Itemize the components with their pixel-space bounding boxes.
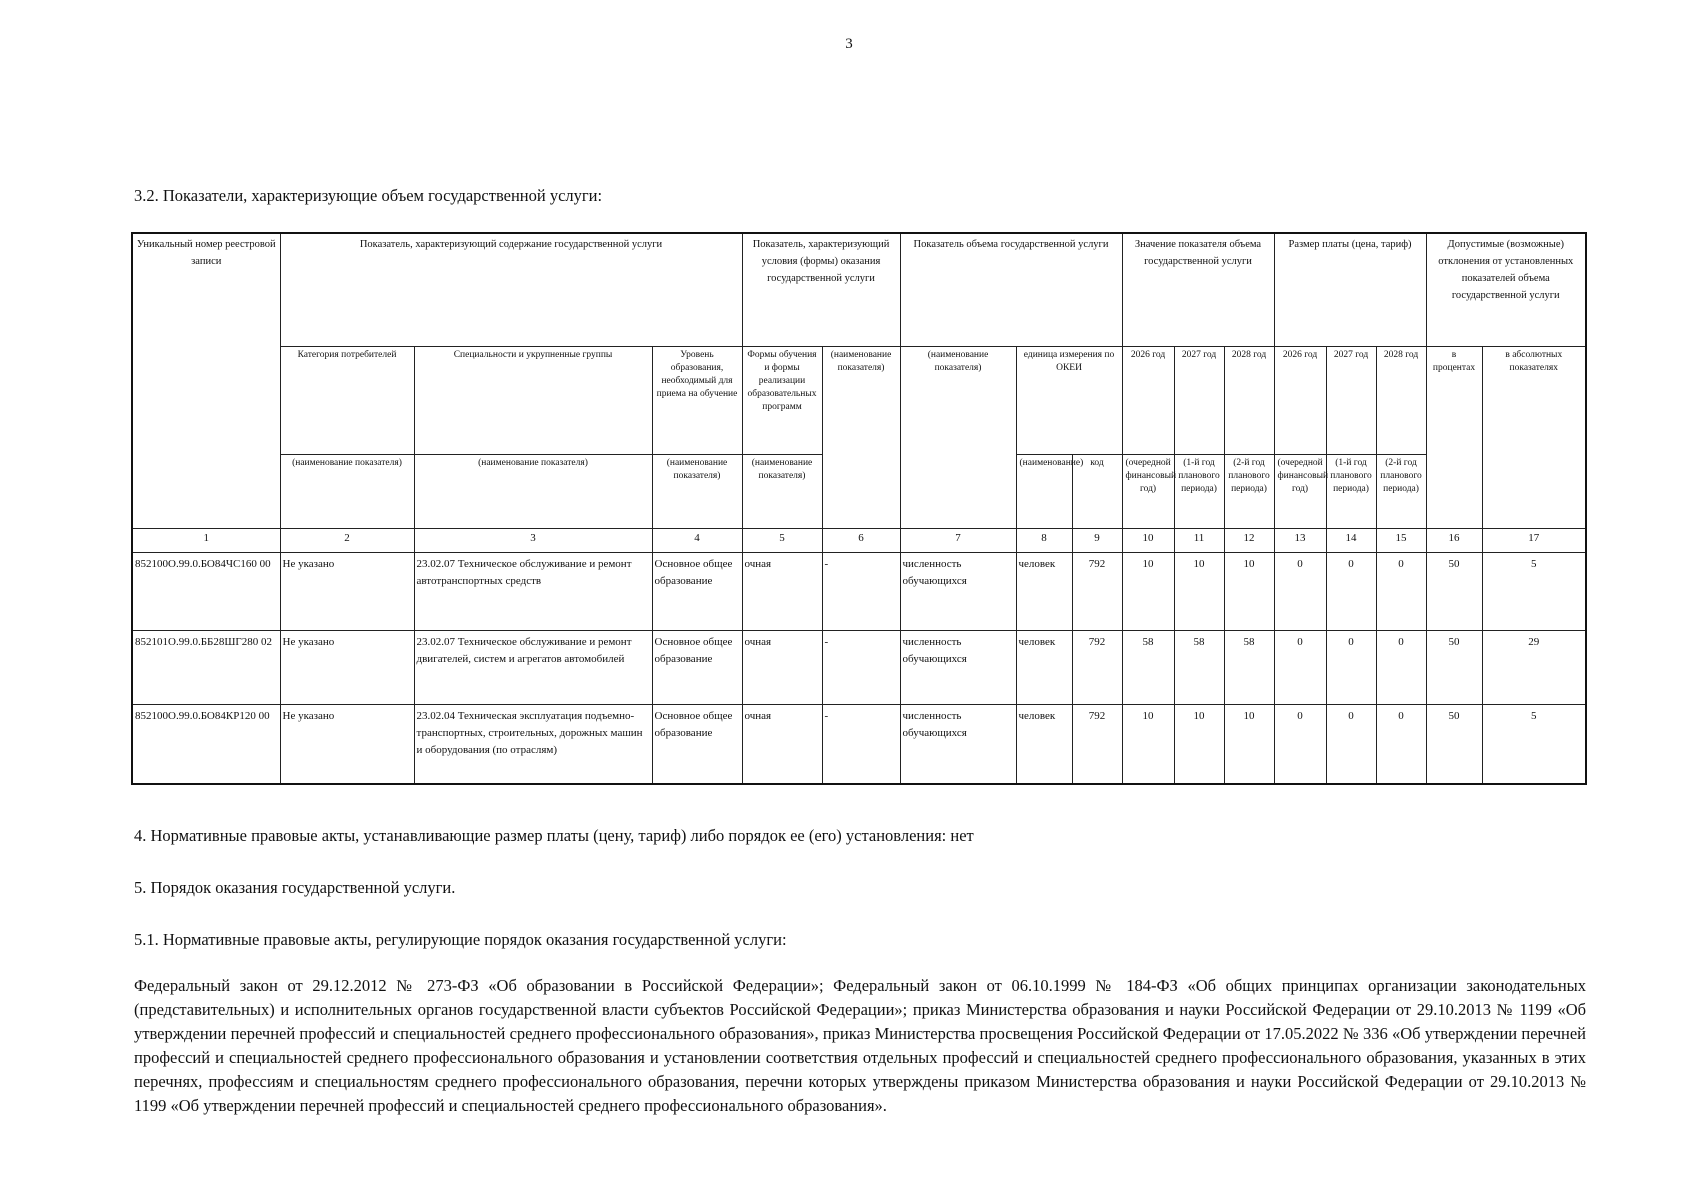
fee-2026: 0: [1274, 552, 1326, 630]
header-conditions-indicator: Показатель, характеризующий условия (формы) оказания государственной услуги: [742, 233, 900, 346]
unit-code: 792: [1072, 552, 1122, 630]
header-value-2027: 2027 год: [1174, 346, 1224, 454]
header-okei-unit: единица измерения по ОКЕИ: [1016, 346, 1122, 454]
value-2027: 10: [1174, 552, 1224, 630]
condition-indicator: -: [822, 552, 900, 630]
header-specialty: Специальности и укрупненные группы: [414, 346, 652, 454]
unit-name: человек: [1016, 704, 1072, 784]
header-absolute: в абсолютных показателях: [1482, 346, 1586, 528]
header-fee-2026: 2026 год: [1274, 346, 1326, 454]
registry-number: 852100О.99.0.БО84ЧС160 00: [132, 552, 280, 630]
header-value-fin-year: (очередной финансовый год): [1122, 454, 1174, 528]
fee-2026: 0: [1274, 704, 1326, 784]
value-2026: 10: [1122, 704, 1174, 784]
fee-2026: 0: [1274, 630, 1326, 704]
legal-acts-paragraph: Федеральный закон от 29.12.2012 № 273-ФЗ «Об образовании в Российской Федерации»; Федеральный закон от 06.10.1999 № 184-ФЗ «Об общих принципах организации законодательных (представительных) и исполнительных органов государственной власти субъектов Российской Федерации»; приказ Министерства образования и науки Российской Федерации от 29.10.2013 № 1199 «Об утверждении перечней профессий и специальностей среднего профессионального образования», приказ Министерства просвещения Российской Федерации от 17.05.2022 № 336 «Об утверждении перечней профессий и специальностей среднего профессионального образования и установлении соответствия отдельных профессий и специальностей среднего профессионального образования, указанных в этих перечнях, профессиям и специальностям среднего профессионального образования, перечни которых утверждены приказом Министерства образования и науки Российской Федерации от 29.10.2013 № 1199 «Об утверждении перечней профессий и специальностей среднего профессионального образования».: [134, 976, 1586, 1115]
column-number: 3: [414, 528, 652, 552]
fee-2027: 0: [1326, 630, 1376, 704]
consumer-category: Не указано: [280, 704, 414, 784]
fee-2027: 0: [1326, 552, 1376, 630]
header-unit-name: (наименование): [1016, 454, 1072, 528]
consumer-category: Не указано: [280, 630, 414, 704]
header-volume-name: (наименование показателя): [900, 346, 1016, 528]
column-number: 1: [132, 528, 280, 552]
header-forms-indicator-name: (наименование показателя): [742, 454, 822, 528]
deviation-percent: 50: [1426, 552, 1482, 630]
education-level: Основное общее образование: [652, 704, 742, 784]
header-unit-code: код: [1072, 454, 1122, 528]
header-indicator-name-6: (наименование показателя): [822, 346, 900, 528]
header-education-level: Уровень образования, необходимый для приема на обучение: [652, 346, 742, 454]
column-number-row: [132, 528, 1586, 552]
table-row: [132, 630, 1586, 704]
column-number: 13: [1274, 528, 1326, 552]
value-2026: 58: [1122, 630, 1174, 704]
header-fee-2028: 2028 год: [1376, 346, 1426, 454]
registry-number: 852101О.99.0.ББ28ШГ280 02: [132, 630, 280, 704]
column-number: 8: [1016, 528, 1072, 552]
volume-indicator-name: численность обучающихся: [900, 552, 1016, 630]
unit-code: 792: [1072, 630, 1122, 704]
header-fee-2027: 2027 год: [1326, 346, 1376, 454]
header-unique-number: Уникальный номер реестровой записи: [132, 233, 280, 528]
deviation-percent: 50: [1426, 704, 1482, 784]
value-2027: 58: [1174, 630, 1224, 704]
column-number: 17: [1482, 528, 1586, 552]
header-deviation: Допустимые (возможные) отклонения от установленных показателей объема государственной услуги: [1426, 233, 1586, 346]
header-level-indicator-name: (наименование показателя): [652, 454, 742, 528]
specialty: 23.02.04 Техническая эксплуатация подъемно-транспортных, строительных, дорожных машин и оборудования (по отраслям): [414, 704, 652, 784]
value-2028: 10: [1224, 704, 1274, 784]
page-number: 3: [845, 36, 853, 52]
table-row: [132, 704, 1586, 784]
header-percent: в процентах: [1426, 346, 1482, 528]
column-number: 11: [1174, 528, 1224, 552]
section-5-1: 5.1. Нормативные правовые акты, регулирующие порядок оказания государственной услуги:: [134, 930, 787, 949]
header-volume-indicator: Показатель объема государственной услуги: [900, 233, 1122, 346]
deviation-absolute: 29: [1482, 630, 1586, 704]
header-indicator-value: Значение показателя объема государственной услуги: [1122, 233, 1274, 346]
column-number: 2: [280, 528, 414, 552]
header-fee-plan1: (1-й год планового периода): [1326, 454, 1376, 528]
column-number: 6: [822, 528, 900, 552]
section-4: 4. Нормативные правовые акты, устанавливающие размер платы (цену, тариф) либо порядок ее (его) установления: нет: [134, 826, 974, 845]
section-3-2-heading: 3.2. Показатели, характеризующие объем государственной услуги:: [134, 186, 603, 205]
header-value-plan1: (1-й год планового периода): [1174, 454, 1224, 528]
study-form: очная: [742, 704, 822, 784]
header-consumers: Категория потребителей: [280, 346, 414, 454]
value-2027: 10: [1174, 704, 1224, 784]
section-5: 5. Порядок оказания государственной услуги.: [134, 878, 456, 897]
unit-code: 792: [1072, 704, 1122, 784]
education-level: Основное общее образование: [652, 552, 742, 630]
header-value-2028: 2028 год: [1224, 346, 1274, 454]
column-number: 16: [1426, 528, 1482, 552]
value-2028: 58: [1224, 630, 1274, 704]
column-number: 7: [900, 528, 1016, 552]
volume-indicator-name: численность обучающихся: [900, 704, 1016, 784]
column-number: 5: [742, 528, 822, 552]
deviation-percent: 50: [1426, 630, 1482, 704]
header-content-indicator: Показатель, характеризующий содержание государственной услуги: [280, 233, 742, 346]
column-number: 4: [652, 528, 742, 552]
study-form: очная: [742, 552, 822, 630]
column-number: 15: [1376, 528, 1426, 552]
volume-indicators-table: [131, 232, 1587, 785]
fee-2028: 0: [1376, 552, 1426, 630]
specialty: 23.02.07 Техническое обслуживание и ремонт двигателей, систем и агрегатов автомобилей: [414, 630, 652, 704]
header-consumers-indicator-name: (наименование показателя): [280, 454, 414, 528]
column-number: 12: [1224, 528, 1274, 552]
header-specialty-indicator-name: (наименование показателя): [414, 454, 652, 528]
unit-name: человек: [1016, 552, 1072, 630]
unit-name: человек: [1016, 630, 1072, 704]
consumer-category: Не указано: [280, 552, 414, 630]
header-fee-plan2: (2-й год планового периода): [1376, 454, 1426, 528]
header-fee: Размер платы (цена, тариф): [1274, 233, 1426, 346]
condition-indicator: -: [822, 704, 900, 784]
study-form: очная: [742, 630, 822, 704]
condition-indicator: -: [822, 630, 900, 704]
column-number: 14: [1326, 528, 1376, 552]
value-2026: 10: [1122, 552, 1174, 630]
header-value-2026: 2026 год: [1122, 346, 1174, 454]
table-row: [132, 552, 1586, 630]
fee-2028: 0: [1376, 630, 1426, 704]
column-number: 9: [1072, 528, 1122, 552]
specialty: 23.02.07 Техническое обслуживание и ремонт автотранспортных средств: [414, 552, 652, 630]
fee-2027: 0: [1326, 704, 1376, 784]
header-fee-fin-year: (очередной финансовый год): [1274, 454, 1326, 528]
registry-number: 852100О.99.0.БО84КР120 00: [132, 704, 280, 784]
header-value-plan2: (2-й год планового периода): [1224, 454, 1274, 528]
deviation-absolute: 5: [1482, 552, 1586, 630]
header-forms: Формы обучения и формы реализации образовательных программ: [742, 346, 822, 454]
deviation-absolute: 5: [1482, 704, 1586, 784]
education-level: Основное общее образование: [652, 630, 742, 704]
value-2028: 10: [1224, 552, 1274, 630]
fee-2028: 0: [1376, 704, 1426, 784]
column-number: 10: [1122, 528, 1174, 552]
volume-indicator-name: численность обучающихся: [900, 630, 1016, 704]
